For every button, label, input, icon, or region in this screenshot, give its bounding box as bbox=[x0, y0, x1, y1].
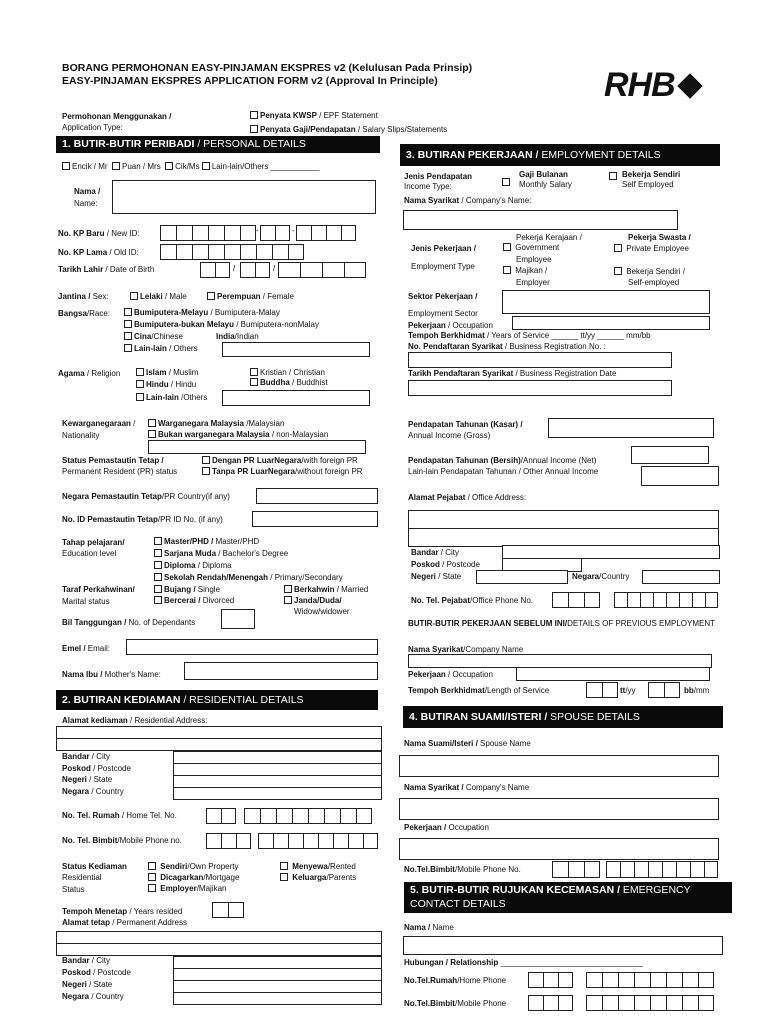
old-id-label: No. KP Lama / Old ID: bbox=[58, 248, 139, 257]
employment-sector-label: Sektor Pekerjaan / bbox=[408, 292, 478, 301]
emergency-name-label: Nama / Name bbox=[404, 923, 454, 932]
emergency-mobile-cells-2[interactable] bbox=[586, 995, 714, 1011]
res-parents[interactable]: Keluarga/Parents bbox=[280, 873, 356, 882]
mother-name-label: Nama Ibu / Mother's Name: bbox=[62, 670, 161, 679]
occupation-label: Pekerjaan / Occupation bbox=[408, 321, 493, 330]
perm-postcode-label: Poskod / Postcode bbox=[62, 968, 131, 977]
prev-occupation-label: Pekerjaan / Occupation bbox=[408, 670, 493, 679]
checkbox-icon[interactable] bbox=[250, 368, 258, 376]
dob-label: Tarikh Lahir / Date of Birth bbox=[58, 265, 155, 274]
pr-status-label-en: Permanent Resident (PR) status bbox=[62, 467, 178, 476]
section-2-header: 2. BUTIRAN KEDIAMAN / RESIDENTIAL DETAILS bbox=[56, 690, 378, 710]
marital-widowed-en: Widow/widower bbox=[294, 607, 350, 616]
salary-slip-option[interactable]: Penyata Gaji/Pendapatan / Salary Slips/Statements bbox=[250, 125, 447, 134]
race-chinese[interactable]: Cina/Chinese bbox=[124, 332, 183, 341]
employment-sector-label-en: Employment Sector bbox=[408, 309, 478, 318]
income-type-label-en: Income Type: bbox=[404, 182, 452, 191]
religion-islam[interactable]: Islam / Muslim bbox=[136, 368, 198, 377]
permanent-address-line-2[interactable] bbox=[56, 943, 382, 956]
company-name-label: Nama Syarikat / Company's Name: bbox=[404, 196, 532, 205]
office-phone-label: No. Tel. Pejabat/Office Phone No. bbox=[411, 596, 533, 605]
checkbox-icon[interactable] bbox=[148, 430, 156, 438]
income-type-label: Jenis Pendapatan bbox=[404, 172, 473, 181]
race-label: Bangsa/Race: bbox=[58, 309, 111, 318]
years-resided-label: Tempoh Menetap / Years resided bbox=[62, 907, 183, 916]
occupation-field[interactable] bbox=[512, 316, 710, 330]
office-country-field[interactable] bbox=[642, 570, 720, 584]
app-type-label-en: Application Type: bbox=[62, 123, 123, 132]
form-title-malay: BORANG PERMOHONAN EASY-PINJAMAN EKSPRES v2 (Kelulusan Pada Prinsip) bbox=[62, 62, 473, 74]
pr-without-foreign[interactable]: Tanpa PR LuarNegara/without foreign PR bbox=[202, 467, 363, 476]
salutation-others[interactable]: Lain-lain/Others ___________ bbox=[202, 162, 320, 171]
epf-statement-option[interactable]: Penyata KWSP / EPF Statement bbox=[250, 111, 378, 120]
section-5-header: 5. BUTIR-BUTIR RUJUKAN KECEMASAN / EMERGENCY CONTACT DETAILS bbox=[404, 882, 732, 913]
checkbox-icon[interactable] bbox=[154, 585, 162, 593]
religion-christian[interactable]: Kristian / Christian bbox=[250, 368, 325, 377]
business-reg-date-label: Tarikh Pendaftaran Syarikat / Business Registration Date bbox=[408, 369, 617, 378]
checkbox-icon[interactable] bbox=[154, 573, 162, 581]
checkbox-icon[interactable] bbox=[165, 162, 173, 170]
new-id-cells-1[interactable] bbox=[160, 225, 256, 241]
gender-label: Jantina / Sex: bbox=[58, 292, 109, 301]
office-state-field[interactable] bbox=[476, 570, 568, 584]
res-mortgage[interactable]: Dicagarkan/Mortgage bbox=[148, 873, 239, 882]
spouse-occupation-field[interactable] bbox=[399, 838, 719, 860]
perm-state-label: Negeri / State bbox=[62, 980, 113, 989]
employment-type-label-en: Employment Type bbox=[411, 262, 475, 271]
marital-single[interactable]: Bujang / Single bbox=[154, 585, 220, 594]
salutation-options bbox=[62, 162, 319, 171]
emp-private-option[interactable]: Private Employee bbox=[614, 244, 689, 253]
checkbox-icon[interactable] bbox=[154, 561, 162, 569]
office-state-label: Negeri / State bbox=[411, 572, 462, 581]
edu-diploma[interactable]: Diploma / Diploma bbox=[154, 561, 232, 570]
checkbox-icon[interactable] bbox=[124, 320, 132, 328]
residential-status-en1: Residential bbox=[62, 873, 102, 882]
checkbox-icon[interactable] bbox=[154, 549, 162, 557]
self-employed-checkbox-icon[interactable] bbox=[609, 172, 617, 180]
marital-married[interactable]: Berkahwin / Married bbox=[284, 585, 368, 594]
dob-year-cells[interactable] bbox=[278, 262, 366, 278]
checkbox-icon[interactable] bbox=[202, 467, 210, 475]
race-others[interactable]: Lain-lain / Others bbox=[124, 344, 198, 353]
perm-city-label: Bandar / City bbox=[62, 956, 111, 965]
salutation-ms[interactable]: Cik/Ms bbox=[165, 162, 199, 171]
mother-name-field[interactable] bbox=[184, 662, 378, 680]
res-city-label: Bandar / City bbox=[62, 752, 111, 761]
residential-address-label: Alamat kediaman / Residential Address: bbox=[62, 716, 208, 725]
diamond-icon bbox=[677, 73, 702, 98]
office-postcode-label: Poskod / Postcode bbox=[411, 560, 480, 569]
prev-occupation-field[interactable] bbox=[516, 667, 710, 681]
office-country-label: Negara/Country bbox=[572, 572, 630, 581]
emp-self-option[interactable]: Bekerja Sendiri / bbox=[614, 267, 685, 276]
checkbox-icon[interactable] bbox=[503, 266, 511, 274]
dob-month-cells[interactable] bbox=[240, 262, 270, 278]
emp-government-label: Pekerja Kerajaan / bbox=[516, 233, 582, 242]
business-reg-date-field[interactable] bbox=[408, 380, 672, 396]
checkbox-icon[interactable] bbox=[280, 862, 288, 870]
perm-country-label: Negara / Country bbox=[62, 992, 124, 1001]
checkbox-icon[interactable] bbox=[207, 292, 215, 300]
pr-country-label: Negara Pemastautin Tetap/PR Country(if any) bbox=[62, 492, 230, 501]
months-unit-label: bb/mm bbox=[684, 686, 710, 695]
checkbox-icon[interactable] bbox=[62, 162, 70, 170]
edu-bachelor[interactable]: Sarjana Muda / Bachelor's Degree bbox=[154, 549, 288, 558]
name-field[interactable] bbox=[112, 180, 376, 214]
spouse-mobile-cells-2[interactable] bbox=[606, 861, 718, 878]
edu-primary-secondary[interactable]: Sekolah Rendah/Menengah / Primary/Secondary bbox=[154, 573, 343, 582]
res-country-label: Negara / Country bbox=[62, 787, 124, 796]
perm-country-field[interactable] bbox=[173, 992, 382, 1005]
race-bumi-nonmalay[interactable]: Bumiputera-bukan Melayu / Bumiputera-nonMalay bbox=[124, 320, 319, 329]
spouse-name-label: Nama Suami/Isteri / Spouse Name bbox=[404, 739, 531, 748]
home-tel-cells-2[interactable] bbox=[244, 808, 372, 824]
years-service-label: Tempoh Berkhidmat / Years of Service ______ tt/yy ______ mm/bb bbox=[408, 331, 651, 340]
employment-type-label: Jenis Pekerjaan / bbox=[411, 244, 476, 253]
dependants-field[interactable] bbox=[221, 609, 255, 629]
dob-day-cells[interactable] bbox=[200, 262, 230, 278]
email-field[interactable] bbox=[126, 639, 378, 655]
religion-others-field[interactable] bbox=[222, 390, 370, 406]
emergency-name-field[interactable] bbox=[403, 936, 723, 955]
checkbox-icon[interactable] bbox=[148, 419, 156, 427]
home-tel-cells-1[interactable] bbox=[206, 808, 236, 824]
checkbox-icon[interactable] bbox=[154, 596, 162, 604]
years-unit-label: tt/yy bbox=[620, 686, 636, 695]
years-resided-cells[interactable] bbox=[212, 902, 244, 918]
office-address-line-1[interactable] bbox=[408, 510, 719, 529]
checkbox-icon[interactable] bbox=[136, 368, 144, 376]
emp-government-option[interactable]: Government bbox=[503, 243, 559, 252]
res-state-label: Negeri / State bbox=[62, 775, 113, 784]
checkbox-icon[interactable] bbox=[148, 862, 156, 870]
checkbox-icon[interactable] bbox=[250, 378, 258, 386]
office-phone-cells-2[interactable] bbox=[614, 592, 718, 608]
emergency-mobile-cells-1[interactable] bbox=[528, 995, 573, 1011]
gross-income-label-en: Annual Income (Gross) bbox=[408, 431, 491, 440]
spouse-mobile-label: No.Tel.Bimbit/Mobile Phone No. bbox=[404, 865, 521, 874]
net-income-field[interactable] bbox=[631, 446, 709, 464]
res-postcode-label: Poskod / Postcode bbox=[62, 764, 131, 773]
nationality-non-malaysian[interactable]: Bukan warganegara Malaysia / non-Malaysian bbox=[148, 430, 328, 439]
res-own-property[interactable]: Sendiri/Own Property bbox=[148, 862, 239, 871]
res-employer[interactable]: Employer/Majikan bbox=[148, 884, 227, 893]
rhb-logo-text: RHB bbox=[604, 66, 675, 104]
spouse-company-label: Nama Syarikat / Company's Name bbox=[404, 783, 530, 792]
spouse-mobile-cells-1[interactable] bbox=[552, 861, 600, 878]
net-income-label: Pendapatan Tahunan (Bersih)/Annual Income (Net) bbox=[408, 456, 597, 465]
religion-label: Agama / Religion bbox=[58, 369, 121, 378]
residential-status-en2: Status bbox=[62, 885, 85, 894]
monthly-salary-checkbox-icon[interactable] bbox=[502, 178, 510, 186]
checkbox-icon[interactable] bbox=[503, 243, 511, 251]
income-self-employed-en: Self Employed bbox=[622, 180, 674, 189]
income-monthly-salary[interactable]: Gaji Bulanan bbox=[519, 170, 568, 179]
religion-hindu[interactable]: Hindu / Hindu bbox=[136, 380, 196, 389]
new-id-cells-2[interactable] bbox=[260, 225, 290, 241]
checkbox-icon[interactable] bbox=[250, 125, 258, 133]
gross-income-label: Pendapatan Tahunan (Kasar) / bbox=[408, 420, 523, 429]
old-id-cells[interactable] bbox=[160, 244, 304, 260]
office-city-label: Bandar / City bbox=[411, 548, 460, 557]
res-country-field[interactable] bbox=[173, 787, 382, 800]
emergency-home-label: No.Tel.Rumah/Home Phone bbox=[404, 976, 507, 985]
section-5-header-line2: CONTACT DETAILS bbox=[410, 898, 506, 910]
income-self-employed[interactable]: Bekerja Sendiri bbox=[622, 170, 681, 179]
spouse-name-field[interactable] bbox=[399, 755, 719, 777]
nationality-label-en: Nationality bbox=[62, 431, 100, 440]
checkbox-icon[interactable] bbox=[124, 344, 132, 352]
race-indian[interactable]: India/Indian bbox=[216, 332, 259, 341]
checkbox-icon[interactable] bbox=[136, 380, 144, 388]
edu-master-phd[interactable]: Master/PHD / Master/PHD bbox=[154, 537, 259, 546]
emp-employer-en: Employer bbox=[516, 278, 550, 287]
education-label-en: Education level bbox=[62, 549, 117, 558]
emp-government-en: Employee bbox=[516, 255, 552, 264]
nationality-field[interactable] bbox=[148, 440, 366, 454]
emp-private-label: Pekerja Swasta / bbox=[628, 233, 691, 242]
checkbox-icon[interactable] bbox=[614, 244, 622, 252]
rhb-logo bbox=[604, 66, 699, 105]
checkbox-icon[interactable] bbox=[124, 308, 132, 316]
permanent-address-label: Alamat tetap / Permanent Address bbox=[62, 918, 187, 927]
spouse-company-field[interactable] bbox=[399, 798, 719, 820]
gender-male-option[interactable]: Lelaki / Male bbox=[130, 292, 187, 301]
checkbox-icon[interactable] bbox=[284, 596, 292, 604]
checkbox-icon[interactable] bbox=[614, 267, 622, 275]
res-mobile-label: No. Tel. Bimbit/Mobile Phone no. bbox=[62, 836, 182, 845]
checkbox-icon[interactable] bbox=[124, 332, 132, 340]
company-name-field[interactable] bbox=[403, 210, 678, 230]
employment-sector-field[interactable] bbox=[502, 290, 710, 314]
email-label: Emel / Email: bbox=[62, 644, 111, 653]
marital-divorced[interactable]: Bercerai / Divorced bbox=[154, 596, 234, 605]
pr-country-field[interactable] bbox=[256, 488, 378, 504]
checkbox-icon[interactable] bbox=[202, 456, 210, 464]
checkbox-icon[interactable] bbox=[280, 873, 288, 881]
checkbox-icon[interactable] bbox=[148, 873, 156, 881]
section-3-header: 3. BUTIRAN PEKERJAAN / EMPLOYMENT DETAILS bbox=[400, 144, 720, 166]
office-phone-cells-1[interactable] bbox=[552, 592, 600, 608]
gender-female-option[interactable]: Perempuan / Female bbox=[207, 292, 294, 301]
new-id-cells-3[interactable] bbox=[296, 225, 356, 241]
res-mobile-cells-2[interactable] bbox=[258, 833, 378, 849]
form-title-english: EASY-PINJAMAN EKSPRES APPLICATION FORM v2 (Approval In Principle) bbox=[62, 75, 438, 87]
section-1-header: 1. BUTIR-BUTIR PERIBADI / PERSONAL DETAILS bbox=[56, 136, 380, 153]
gross-income-field[interactable] bbox=[548, 418, 714, 438]
checkbox-icon[interactable] bbox=[130, 292, 138, 300]
business-reg-no-label: No. Pendaftaran Syarikat / Business Registration No. : bbox=[408, 342, 606, 351]
res-rented[interactable]: Menyewa/Rented bbox=[280, 862, 356, 871]
relationship-label: Hubungan / Relationship ________________________________ bbox=[404, 958, 643, 967]
salutation-mr[interactable]: Encik / Mr bbox=[62, 162, 108, 171]
prev-company-field[interactable] bbox=[408, 654, 712, 668]
pr-status-label: Status Pemastautin Tetap / bbox=[62, 456, 164, 465]
checkbox-icon[interactable] bbox=[136, 393, 144, 401]
checkbox-icon[interactable] bbox=[284, 585, 292, 593]
emergency-home-cells-2[interactable] bbox=[586, 972, 714, 988]
income-monthly-salary-en: Monthly Salary bbox=[519, 180, 572, 189]
new-id-label: No. KP Baru / New ID: bbox=[58, 229, 140, 238]
dependants-label: Bil Tanggungan / No. of Dependants bbox=[62, 618, 196, 627]
emergency-home-cells-1[interactable] bbox=[528, 972, 573, 988]
checkbox-icon[interactable] bbox=[250, 111, 258, 119]
religion-others[interactable]: Lain-lain /Others bbox=[136, 393, 207, 402]
name-label: Nama / bbox=[74, 187, 101, 196]
prev-service-label: Tempoh Berkhidmat/Length of Service bbox=[408, 686, 550, 695]
prev-service-months-cells[interactable] bbox=[648, 682, 680, 698]
app-type-label: Permohonan Menggunakan / bbox=[62, 112, 172, 121]
checkbox-icon[interactable] bbox=[154, 537, 162, 545]
education-label: Tahap pelajaran/ bbox=[62, 538, 125, 547]
checkbox-icon[interactable] bbox=[148, 884, 156, 892]
pr-with-foreign[interactable]: Dengan PR LuarNegara/with foreign PR bbox=[202, 456, 358, 465]
prev-service-years-cells[interactable] bbox=[586, 682, 618, 698]
emp-employer-option[interactable]: Majikan / bbox=[503, 266, 547, 275]
previous-employment-heading: BUTIR-BUTIR PEKERJAAN SEBELUM INI/DETAILS OF PREVIOUS EMPLOYMENT bbox=[408, 619, 716, 628]
business-reg-no-field[interactable] bbox=[408, 352, 672, 368]
prev-company-label: Nama Syarikat/Company Name bbox=[408, 645, 524, 654]
checkbox-icon[interactable] bbox=[202, 162, 210, 170]
home-tel-label: No. Tel. Rumah / Home Tel. No. bbox=[62, 811, 177, 820]
office-address-label: Alamat Pejabat / Office Address: bbox=[408, 493, 527, 502]
res-mobile-cells-1[interactable] bbox=[206, 833, 251, 849]
religion-buddhist[interactable]: Buddha / Buddhist bbox=[250, 378, 328, 387]
name-label-en: Name: bbox=[74, 199, 98, 208]
emergency-mobile-label: No.Tel.Bimbit/Mobile Phone bbox=[404, 999, 507, 1008]
office-city-field[interactable] bbox=[502, 545, 720, 559]
marital-label-en: Marital status bbox=[62, 597, 110, 606]
other-income-label: Lain-lain Pendapatan Tahunan / Other Annual Income bbox=[408, 467, 599, 476]
pr-id-label: No. ID Pemastautin Tetap/PR ID No. (if any) bbox=[62, 515, 223, 524]
checkbox-icon[interactable] bbox=[112, 162, 120, 170]
other-income-field[interactable] bbox=[641, 466, 719, 486]
race-bumi-malay[interactable]: Bumiputera-Melayu / Bumiputera-Malay bbox=[124, 308, 280, 317]
spouse-occupation-label: Pekerjaan / Occupation bbox=[404, 823, 489, 832]
emp-self-en: Self-employed bbox=[628, 278, 680, 287]
pr-id-field[interactable] bbox=[252, 511, 378, 527]
nationality-label: Kewarganegaraan / bbox=[62, 419, 136, 428]
section-4-header: 4. BUTIRAN SUAMI/ISTERI / SPOUSE DETAILS bbox=[403, 706, 723, 728]
marital-label: Taraf Perkahwinan/ bbox=[62, 585, 135, 594]
race-others-field[interactable] bbox=[222, 342, 370, 357]
residential-status-label: Status Kediaman bbox=[62, 862, 127, 871]
marital-widowed[interactable]: Janda/Duda/ bbox=[284, 596, 342, 605]
residential-address-line-2[interactable] bbox=[56, 738, 382, 751]
nationality-malaysian[interactable]: Warganegara Malaysia /Malaysian bbox=[148, 419, 284, 428]
salutation-mrs[interactable]: Puan / Mrs bbox=[112, 162, 161, 171]
